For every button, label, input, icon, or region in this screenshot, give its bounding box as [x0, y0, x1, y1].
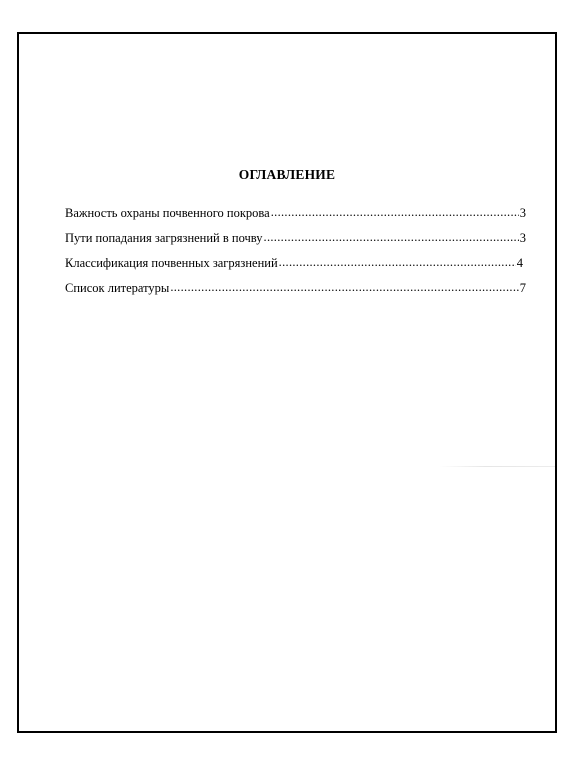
toc-page-number: 7 — [519, 281, 526, 295]
toc-entry[interactable] — [65, 231, 526, 256]
toc-entry[interactable] — [65, 281, 526, 306]
toc-entry[interactable] — [65, 206, 526, 231]
document-page — [17, 32, 557, 733]
scan-artifact-line — [439, 466, 555, 467]
toc-entry[interactable] — [65, 256, 523, 281]
toc-dot-leader — [271, 205, 519, 220]
toc-entry-label: Важность охраны почвенного покрова — [65, 206, 270, 220]
page-title: ОГЛАВЛЕНИЕ — [238, 167, 336, 182]
toc-entry-label: Классификация почвенных загрязнений — [65, 256, 278, 270]
toc-dot-leader — [170, 280, 518, 295]
toc-dot-leader — [264, 230, 519, 245]
toc-dot-leader — [279, 255, 516, 270]
toc-entry-label: Список литературы — [65, 281, 170, 295]
toc-page-number: 3 — [519, 231, 526, 245]
table-of-contents — [65, 206, 526, 306]
toc-entry-label: Пути попадания загрязнений в почву — [65, 231, 263, 245]
toc-page-number: 4 — [516, 256, 523, 270]
toc-page-number: 3 — [519, 206, 526, 220]
